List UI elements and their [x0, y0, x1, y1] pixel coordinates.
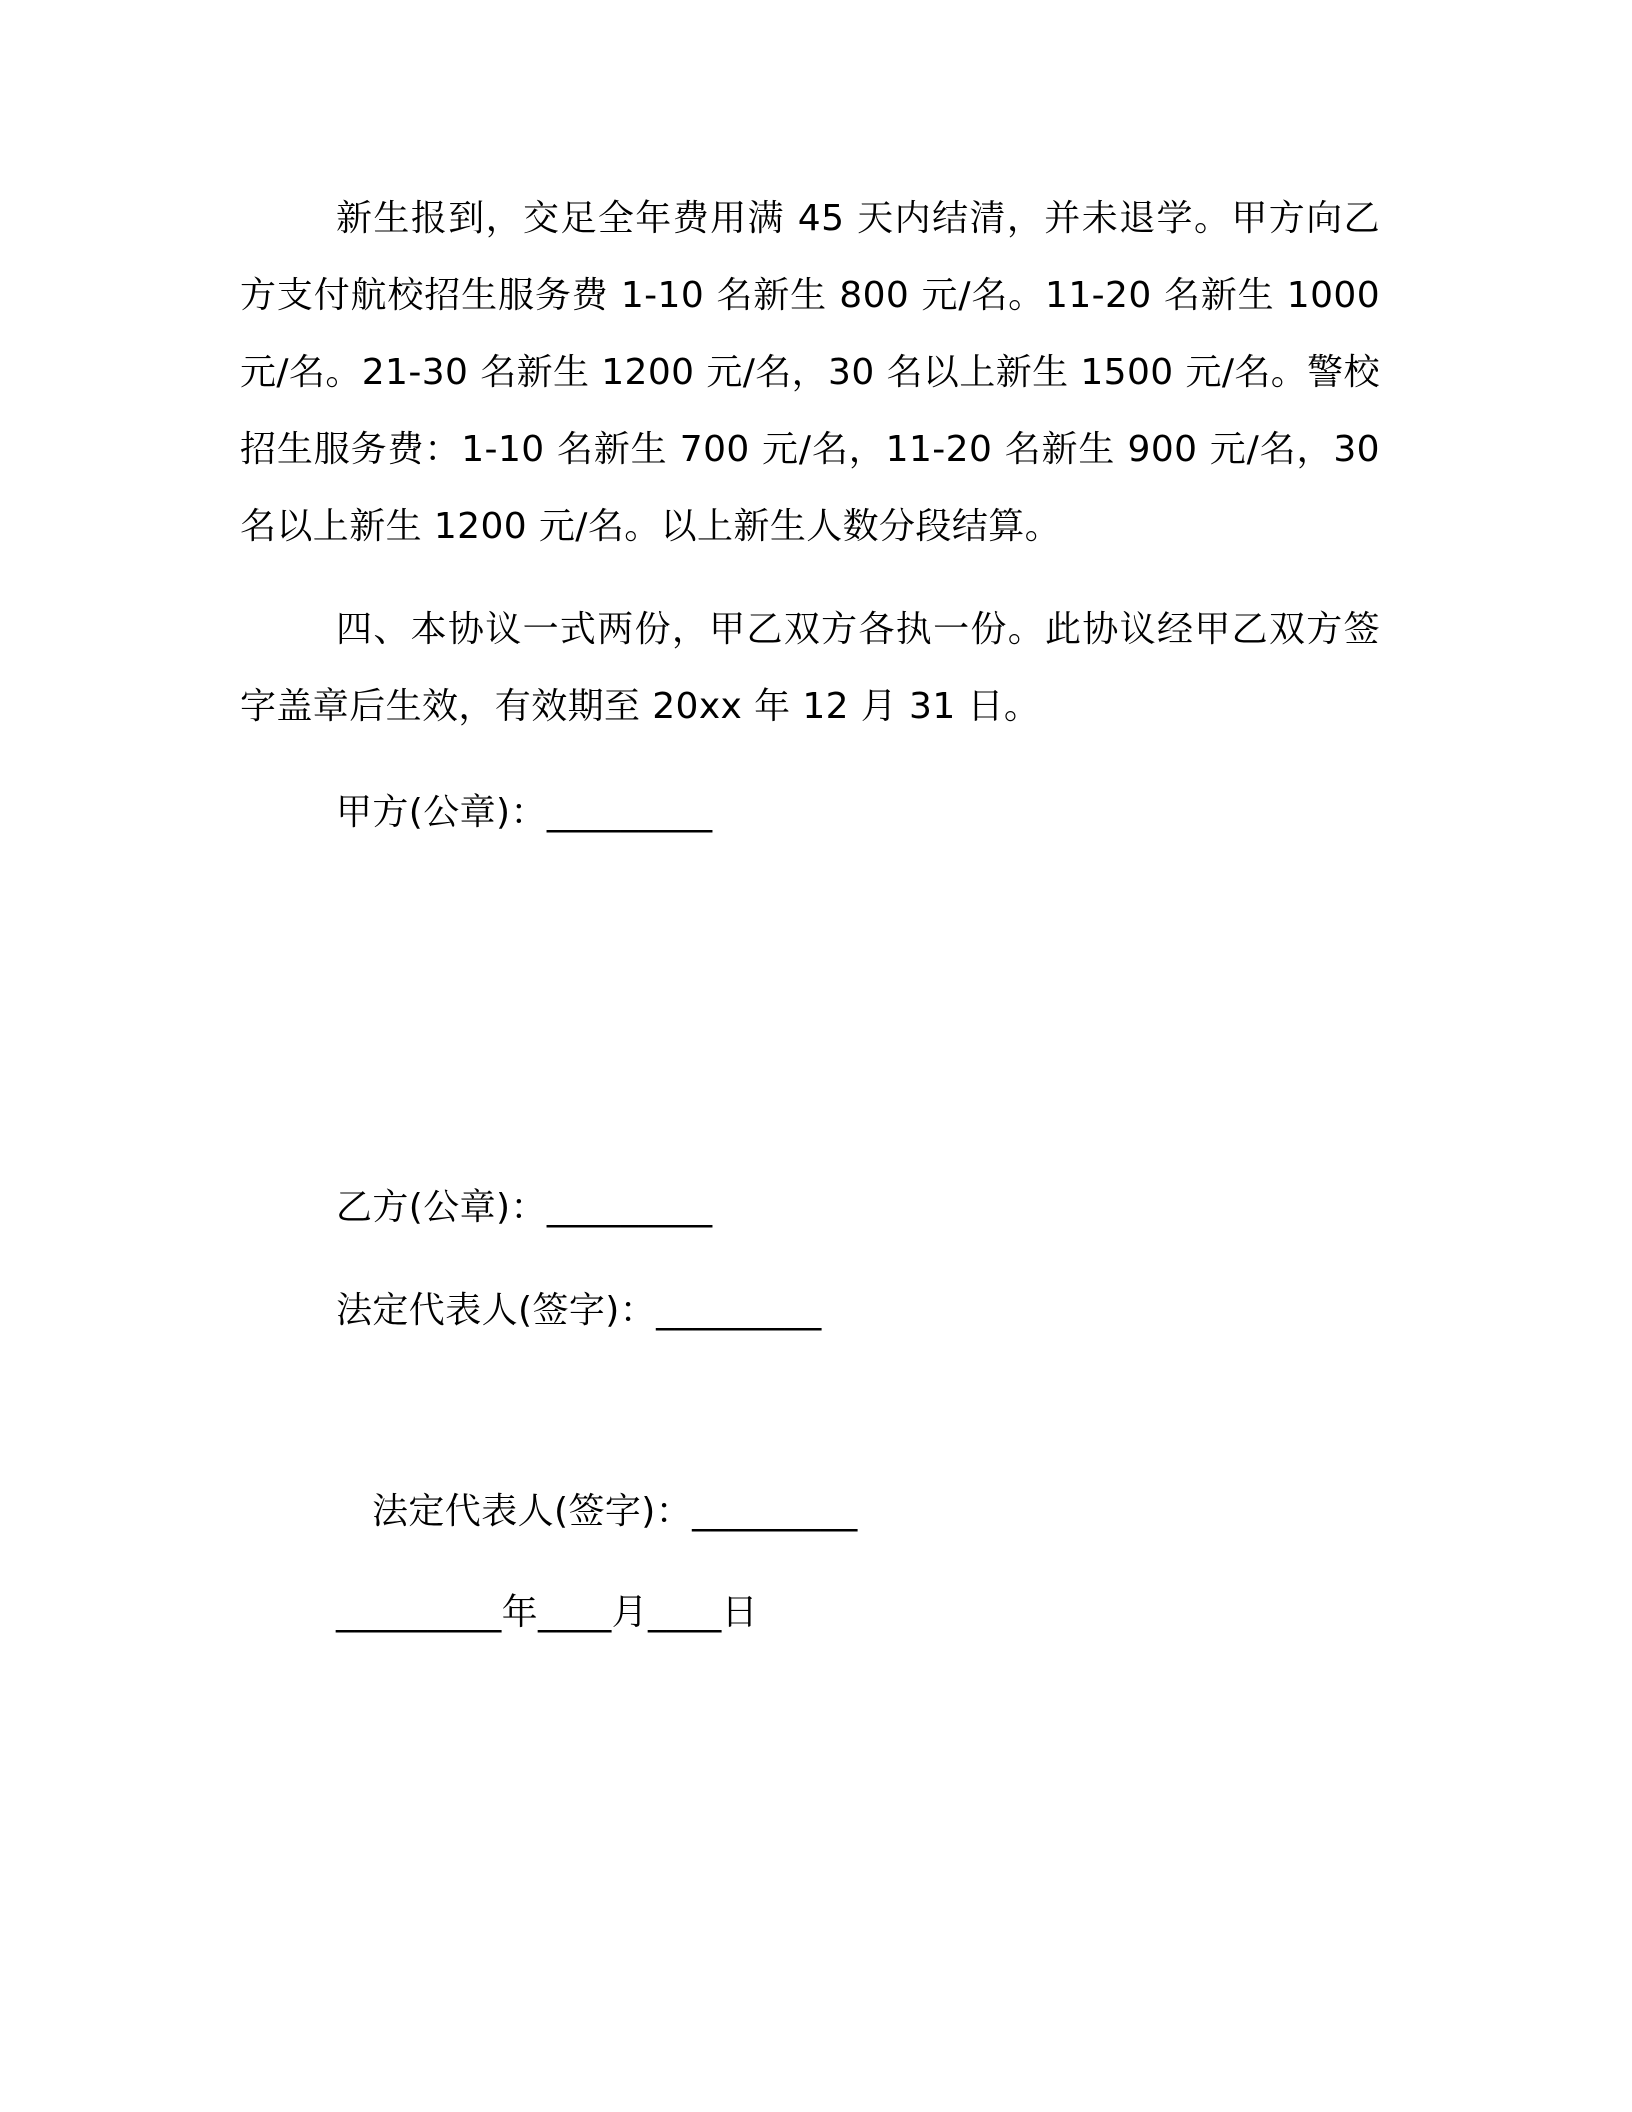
date-line: _________年____月____日 [336, 1592, 758, 1633]
clause-four-paragraph: 四、本协议一式两份，甲乙双方各执一份。此协议经甲乙双方签字盖章后生效，有效期至 20xx 年 12 月 31 日。 [240, 609, 1380, 727]
fee-terms-paragraph: 新生报到，交足全年费用满 45 天内结清，并未退学。甲方向乙方支付航校招生服务费 1-10 名新生 800 元/名。11-20 名新生 1000 元/名。21-30 名新生 1200 元/名，30 名以上新生 1500 元/名。警校招生服务费：1-10 名新生 700 元/名，11-20 名新生 900 元/名，30 名以上新生 1200 元/名。以上新生人数分段结算。 [240, 198, 1380, 547]
legal-representative-signature-line-1: 法定代表人(签字)：_________ [336, 1290, 822, 1331]
party-b-seal-line: 乙方(公章)：_________ [336, 1187, 713, 1228]
legal-representative-signature-line-2: 法定代表人(签字)：_________ [372, 1491, 858, 1532]
party-a-seal-line: 甲方(公章)：_________ [336, 792, 713, 833]
